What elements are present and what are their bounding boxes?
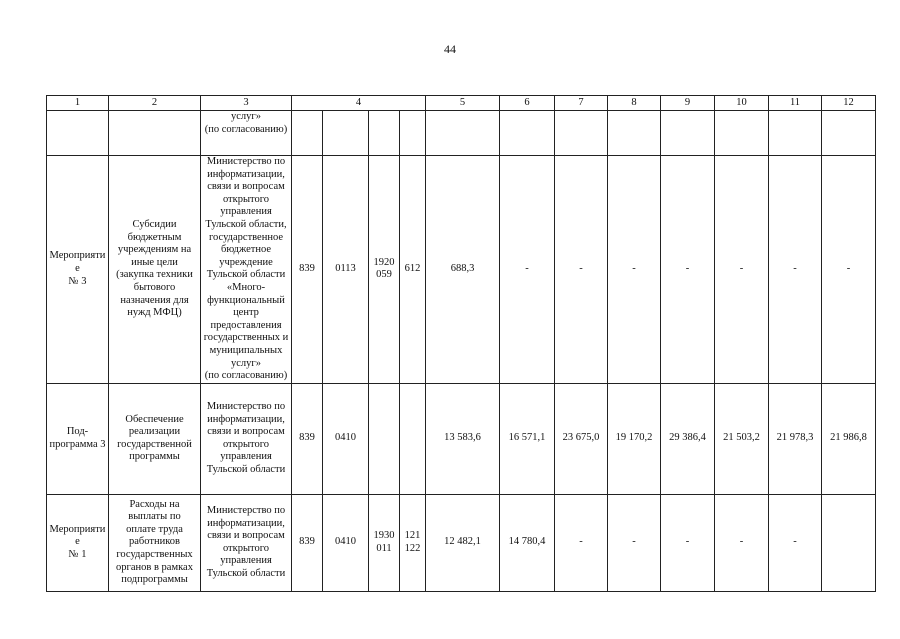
row-type [47,111,109,156]
value-cell [661,111,715,156]
value-cell: 21 503,2 [715,383,769,494]
budget-table [46,95,876,592]
header-cell: 6 [500,96,555,111]
value-cell: - [715,156,769,384]
code-section [323,111,369,156]
header-row [47,96,876,111]
code-section: 0113 [323,156,369,384]
value-cell: 19 170,2 [608,383,661,494]
value-cell [822,111,876,156]
value-cell [822,494,876,591]
code-target: 1930 011 [369,494,400,591]
table-row [47,383,876,494]
code-target: 1920 059 [369,156,400,384]
value-cell [555,111,608,156]
header-cell: 8 [608,96,661,111]
code-section: 0410 [323,383,369,494]
header-cell: 12 [822,96,876,111]
value-cell: - [555,156,608,384]
header-cell: 4 [292,96,426,111]
value-cell: 29 386,4 [661,383,715,494]
header-cell: 9 [661,96,715,111]
value-cell [769,111,822,156]
code-type [400,111,426,156]
value-cell: - [555,494,608,591]
value-cell: - [822,156,876,384]
value-cell [500,111,555,156]
page-number: 44 [444,42,456,56]
value-cell [715,111,769,156]
row-name: Обеспечение реализации государственной программы [109,383,201,494]
row-type: Под- программа 3 [47,383,109,494]
value-cell: 23 675,0 [555,383,608,494]
code-grbs: 839 [292,383,323,494]
code-target [369,111,400,156]
value-cell: 21 978,3 [769,383,822,494]
row-org: Министерство по информатизации, связи и вопросам открытого управления Тульской области [201,494,292,591]
code-grbs: 839 [292,494,323,591]
row-name: Расходы на выплаты по оплате труда работников государственных органов в рамках подпрограммы [109,494,201,591]
value-cell: - [608,494,661,591]
header-cell: 3 [201,96,292,111]
row-name [109,111,201,156]
header-cell: 10 [715,96,769,111]
value-cell: - [769,156,822,384]
code-type [400,383,426,494]
code-grbs [292,111,323,156]
value-cell: - [661,156,715,384]
code-section: 0410 [323,494,369,591]
code-type: 121 122 [400,494,426,591]
value-cell: - [715,494,769,591]
header-cell: 7 [555,96,608,111]
value-cell: - [608,156,661,384]
row-type: Мероприятие № 1 [47,494,109,591]
row-org: Министерство по информатизации, связи и вопросам открытого управления Тульской области, государственное бюджетное учреждение Тульской области «Много- функциональный центр предоставления государственных и муниципальных услуг» (по согласованию) [201,156,292,384]
value-cell [426,111,500,156]
row-type: Мероприятие № 3 [47,156,109,384]
value-cell: - [500,156,555,384]
row-name: Субсидии бюджетным учреждениям на иные цели (закупка техники бытового назначения для нужд МФЦ) [109,156,201,384]
value-cell: 688,3 [426,156,500,384]
value-cell: - [661,494,715,591]
value-cell: 14 780,4 [500,494,555,591]
table-row [47,156,876,384]
table-row [47,111,876,156]
value-cell [608,111,661,156]
header-cell: 11 [769,96,822,111]
header-cell: 1 [47,96,109,111]
row-org: услуг» (по согласованию) [201,111,292,156]
code-target [369,383,400,494]
value-cell: 13 583,6 [426,383,500,494]
value-cell: 21 986,8 [822,383,876,494]
code-type: 612 [400,156,426,384]
table-row [47,494,876,591]
code-grbs: 839 [292,156,323,384]
header-cell: 5 [426,96,500,111]
value-cell: - [769,494,822,591]
header-cell: 2 [109,96,201,111]
row-org: Министерство по информатизации, связи и вопросам открытого управления Тульской области [201,383,292,494]
value-cell: 16 571,1 [500,383,555,494]
value-cell: 12 482,1 [426,494,500,591]
